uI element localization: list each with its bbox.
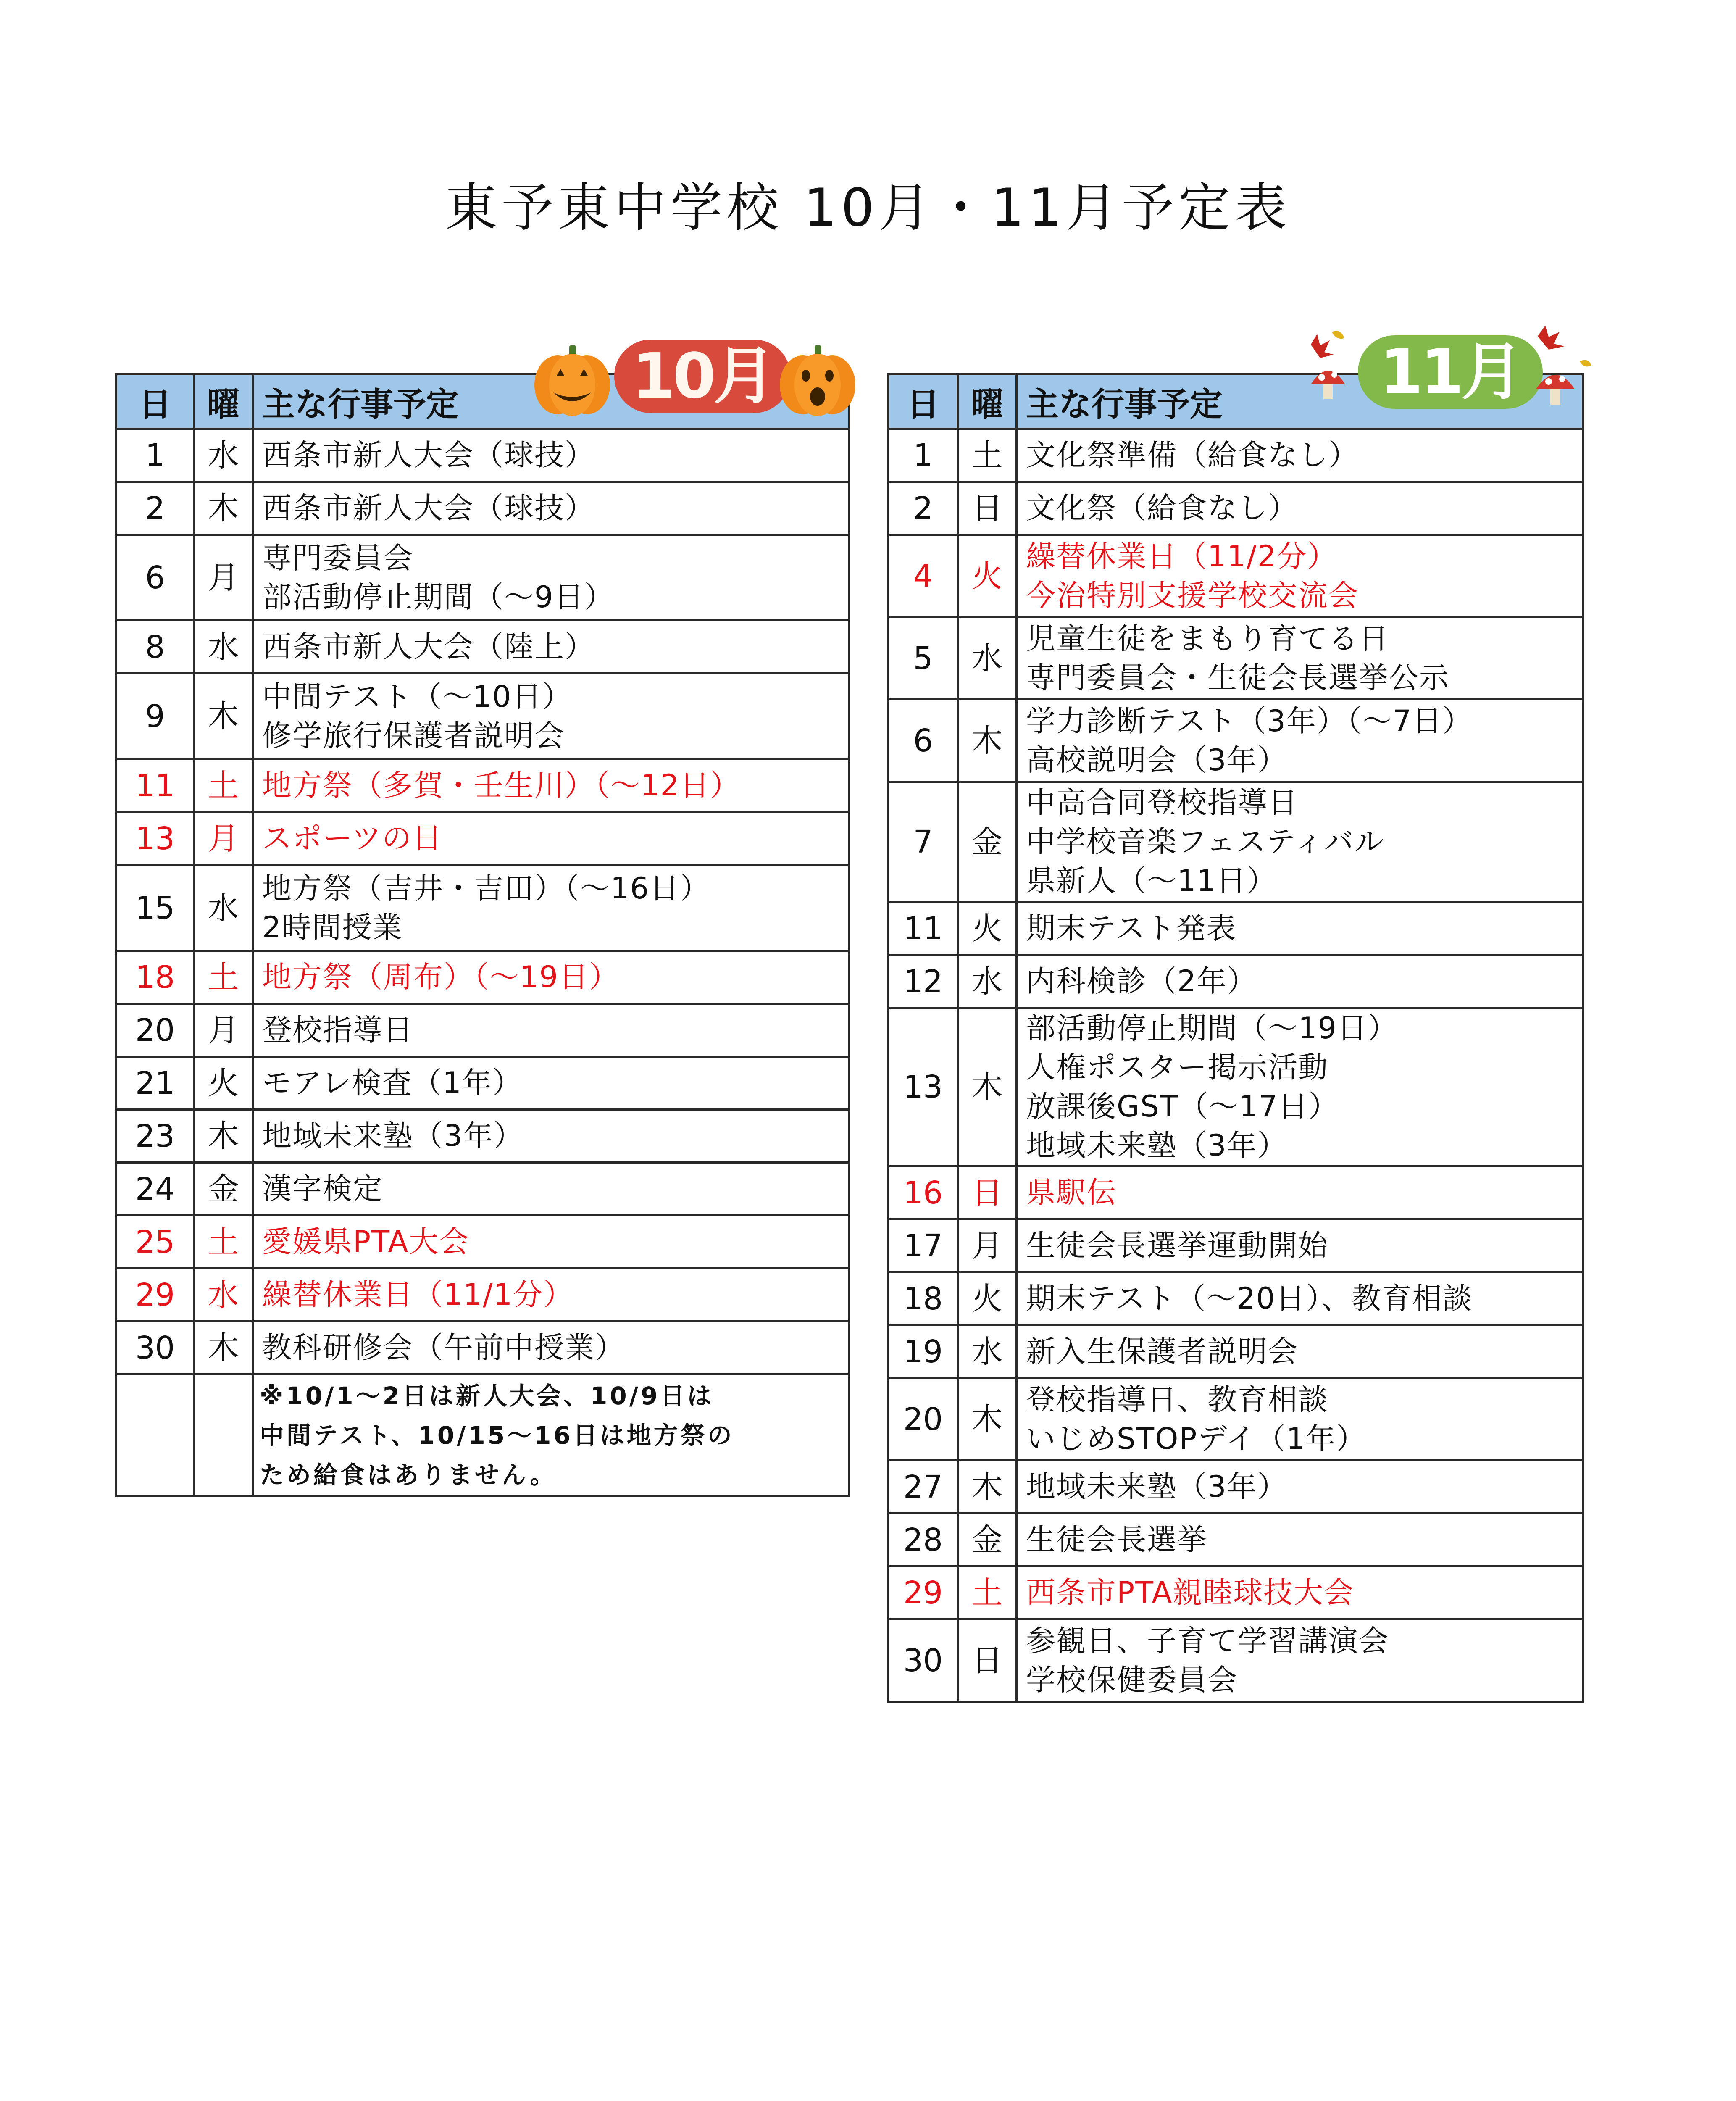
day-cell: 1 — [889, 429, 958, 482]
day-cell: 28 — [889, 1514, 958, 1567]
table-row — [116, 1269, 850, 1322]
note-line: 中間テスト、10/15～16日は地方祭の — [260, 1421, 734, 1450]
event-line: 文化祭準備（給食なし） — [1026, 438, 1359, 472]
event-line: 人権ポスター掲示活動 — [1026, 1050, 1328, 1085]
event-line: 文化祭（給食なし） — [1026, 491, 1298, 525]
weekday-cell: 木 — [194, 482, 253, 535]
table-row — [889, 1325, 1583, 1378]
day-cell: 15 — [116, 865, 194, 951]
october-badge: 10月 — [614, 340, 791, 413]
weekday-cell: 水 — [194, 865, 253, 951]
event-line: 地方祭（多賀・壬生川）（～12日） — [262, 768, 741, 803]
day-cell: 16 — [889, 1166, 958, 1219]
event-line: 地方祭（周布）（～19日） — [262, 960, 620, 994]
event-cell — [253, 535, 850, 621]
november-schedule-table — [887, 373, 1584, 1703]
weekday-cell: 木 — [194, 1322, 253, 1374]
event-cell — [253, 865, 850, 951]
weekday-cell: 土 — [194, 759, 253, 812]
note-row — [116, 1374, 850, 1496]
event-line: 西条市新人大会（球技） — [262, 438, 595, 472]
weekday-cell: 水 — [194, 1269, 253, 1322]
weekday-cell: 土 — [194, 1216, 253, 1269]
pumpkin-icon — [530, 343, 614, 419]
november-badge: 11月 — [1358, 335, 1543, 409]
event-line: 地域未来塾（3年） — [262, 1119, 524, 1153]
weekday-cell: 火 — [958, 1272, 1017, 1325]
event-cell — [253, 429, 850, 482]
header-day: 日 — [116, 374, 194, 429]
weekday-cell: 火 — [958, 902, 1017, 955]
event-cell — [1017, 482, 1583, 535]
event-cell — [253, 1057, 850, 1110]
pumpkin-icon — [776, 343, 860, 419]
event-line: 内科検診（2年） — [1026, 964, 1257, 998]
table-row — [889, 617, 1583, 700]
day-cell: 2 — [116, 482, 194, 535]
day-cell: 18 — [889, 1272, 958, 1325]
event-cell — [1017, 700, 1583, 782]
event-cell — [1017, 429, 1583, 482]
day-cell: 9 — [116, 674, 194, 759]
note-line: ため給食はありません。 — [260, 1460, 557, 1489]
event-cell — [253, 1110, 850, 1163]
table-row — [889, 1567, 1583, 1619]
event-line: 西条市新人大会（陸上） — [262, 629, 595, 664]
event-line: いじめSTOPデイ（1年） — [1026, 1421, 1367, 1456]
table-row — [889, 1378, 1583, 1461]
event-line: 登校指導日、教育相談 — [1026, 1382, 1328, 1417]
event-line: 教科研修会（午前中授業） — [262, 1330, 625, 1365]
table-row — [889, 700, 1583, 782]
weekday-cell: 木 — [958, 700, 1017, 782]
table-row — [889, 429, 1583, 482]
event-cell — [1017, 1272, 1583, 1325]
event-cell — [1017, 1461, 1583, 1514]
day-cell: 30 — [116, 1322, 194, 1374]
table-row — [116, 1322, 850, 1374]
table-row — [116, 535, 850, 621]
event-cell — [253, 1004, 850, 1057]
weekday-cell: 土 — [958, 1567, 1017, 1619]
day-cell: 17 — [889, 1219, 958, 1272]
day-cell: 13 — [116, 812, 194, 865]
day-cell: 11 — [889, 902, 958, 955]
weekday-cell: 火 — [194, 1057, 253, 1110]
event-cell — [1017, 535, 1583, 617]
event-line: 放課後GST（～17日） — [1026, 1089, 1339, 1124]
table-row — [889, 902, 1583, 955]
day-cell: 8 — [116, 621, 194, 674]
event-cell — [1017, 782, 1583, 902]
weekday-cell: 木 — [194, 674, 253, 759]
weekday-cell: 月 — [958, 1219, 1017, 1272]
day-cell: 20 — [889, 1378, 958, 1461]
page-title: 東予東中学校 10月・11月予定表 — [445, 178, 1291, 238]
day-cell: 4 — [889, 535, 958, 617]
event-cell — [1017, 617, 1583, 700]
weekday-cell: 日 — [958, 1619, 1017, 1702]
event-line: 地域未来塾（3年） — [1026, 1469, 1288, 1504]
event-line: 期末テスト発表 — [1026, 911, 1237, 945]
november-rows — [889, 429, 1583, 1702]
table-row — [889, 1166, 1583, 1219]
weekday-cell: 水 — [958, 617, 1017, 700]
table-row — [889, 782, 1583, 902]
weekday-cell: 土 — [194, 951, 253, 1004]
day-cell: 7 — [889, 782, 958, 902]
event-line: 中間テスト（～10日） — [262, 679, 573, 714]
weekday-cell: 日 — [958, 482, 1017, 535]
day-cell: 5 — [889, 617, 958, 700]
table-row — [116, 1057, 850, 1110]
table-row — [889, 535, 1583, 617]
day-cell: 25 — [116, 1216, 194, 1269]
event-line: スポーツの日 — [262, 821, 443, 856]
day-cell: 29 — [116, 1269, 194, 1322]
event-line: 生徒会長選挙運動開始 — [1026, 1228, 1328, 1263]
table-row — [116, 621, 850, 674]
event-line: 部活動停止期間（～19日） — [1026, 1011, 1398, 1045]
event-line: 学力診断テスト（3年）（～7日） — [1026, 703, 1473, 738]
day-cell: 12 — [889, 955, 958, 1008]
weekday-cell: 木 — [958, 1008, 1017, 1166]
event-line: 今治特別支援学校交流会 — [1026, 578, 1359, 613]
event-cell — [1017, 1619, 1583, 1702]
day-cell: 1 — [116, 429, 194, 482]
day-cell: 30 — [889, 1619, 958, 1702]
event-line: 漢字検定 — [262, 1172, 383, 1206]
event-cell — [1017, 1008, 1583, 1166]
day-cell: 2 — [889, 482, 958, 535]
weekday-cell: 水 — [958, 1325, 1017, 1378]
weekday-cell: 金 — [194, 1163, 253, 1216]
event-cell — [253, 1163, 850, 1216]
event-cell — [1017, 1567, 1583, 1619]
event-line: 愛媛県PTA大会 — [262, 1224, 470, 1259]
day-cell: 27 — [889, 1461, 958, 1514]
table-row — [889, 482, 1583, 535]
event-cell — [1017, 1219, 1583, 1272]
table-row — [116, 812, 850, 865]
event-line: 参観日、子育て学習講演会 — [1026, 1623, 1389, 1658]
weekday-cell: 土 — [958, 429, 1017, 482]
day-cell: 19 — [889, 1325, 958, 1378]
table-row — [116, 1110, 850, 1163]
event-line: 登校指導日 — [262, 1013, 413, 1047]
event-line: 県新人（～11日） — [1026, 864, 1277, 898]
event-line: 児童生徒をまもり育てる日 — [1026, 621, 1389, 656]
weekday-cell: 木 — [958, 1461, 1017, 1514]
table-row — [889, 1619, 1583, 1702]
weekday-cell: 月 — [194, 1004, 253, 1057]
event-cell — [253, 674, 850, 759]
table-row — [889, 955, 1583, 1008]
event-cell — [253, 1322, 850, 1374]
weekday-cell: 水 — [958, 955, 1017, 1008]
event-line: 期末テスト（～20日）、教育相談 — [1026, 1281, 1473, 1316]
table-row — [116, 429, 850, 482]
weekday-cell: 火 — [958, 535, 1017, 617]
event-line: 高校説明会（3年） — [1026, 742, 1288, 777]
event-cell — [1017, 902, 1583, 955]
header-weekday: 曜 — [958, 374, 1017, 429]
weekday-cell: 日 — [958, 1166, 1017, 1219]
table-row — [116, 1163, 850, 1216]
event-cell — [253, 759, 850, 812]
day-cell: 18 — [116, 951, 194, 1004]
event-line: 西条市PTA親睦球技大会 — [1026, 1575, 1355, 1610]
weekday-cell: 金 — [958, 782, 1017, 902]
event-line: 地方祭（吉井・吉田）（～16日） — [262, 871, 710, 906]
weekday-cell: 金 — [958, 1514, 1017, 1567]
weekday-cell: 水 — [194, 429, 253, 482]
table-row — [116, 674, 850, 759]
event-line: 中学校音楽フェスティバル — [1026, 824, 1385, 859]
header-day: 日 — [889, 374, 958, 429]
event-line: モアレ検査（1年） — [262, 1066, 523, 1100]
event-cell — [1017, 955, 1583, 1008]
table-row — [116, 759, 850, 812]
table-row — [889, 1219, 1583, 1272]
weekday-cell: 木 — [958, 1378, 1017, 1461]
table-row — [889, 1461, 1583, 1514]
event-line: 部活動停止期間（～9日） — [262, 579, 615, 614]
event-cell — [253, 1269, 850, 1322]
table-row — [116, 865, 850, 951]
day-cell: 6 — [116, 535, 194, 621]
table-row — [116, 1004, 850, 1057]
event-line: 生徒会長選挙 — [1026, 1522, 1207, 1557]
event-cell — [1017, 1166, 1583, 1219]
event-line: 学校保健委員会 — [1026, 1662, 1238, 1697]
event-cell — [1017, 1378, 1583, 1461]
day-cell: 23 — [116, 1110, 194, 1163]
day-cell: 13 — [889, 1008, 958, 1166]
table-row — [889, 1272, 1583, 1325]
event-line: 県駅伝 — [1026, 1175, 1117, 1210]
day-cell: 24 — [116, 1163, 194, 1216]
table-row — [116, 1216, 850, 1269]
event-cell — [253, 482, 850, 535]
event-cell — [253, 1216, 850, 1269]
event-cell — [1017, 1514, 1583, 1567]
day-cell: 29 — [889, 1567, 958, 1619]
event-cell — [253, 951, 850, 1004]
event-line: 修学旅行保護者説明会 — [262, 718, 565, 753]
table-row — [889, 1514, 1583, 1567]
event-cell — [1017, 1325, 1583, 1378]
weekday-cell: 月 — [194, 535, 253, 621]
event-line: 新入生保護者説明会 — [1026, 1334, 1298, 1369]
header-event: 主な行事予定 — [253, 374, 850, 429]
day-cell: 6 — [889, 700, 958, 782]
event-line: 繰替休業日（11/2分） — [1026, 539, 1338, 574]
note-weekday-cell — [194, 1374, 253, 1496]
event-cell — [253, 812, 850, 865]
event-cell — [253, 621, 850, 674]
table-row — [116, 482, 850, 535]
lunch-note — [253, 1374, 850, 1496]
event-line: 中高合同登校指導日 — [1026, 785, 1298, 820]
note-line: ※10/1～2日は新人大会、10/9日は — [260, 1381, 714, 1410]
autumn-leaf-icon — [1294, 328, 1361, 412]
day-cell: 20 — [116, 1004, 194, 1057]
october-schedule-table — [115, 373, 850, 1497]
weekday-cell: 木 — [194, 1110, 253, 1163]
table-row — [116, 951, 850, 1004]
day-cell: 11 — [116, 759, 194, 812]
day-cell: 21 — [116, 1057, 194, 1110]
note-day-cell — [116, 1374, 194, 1496]
mushroom-icon — [1521, 324, 1592, 416]
weekday-cell: 水 — [194, 621, 253, 674]
event-line: 西条市新人大会（球技） — [262, 491, 595, 525]
event-line: 地域未来塾（3年） — [1026, 1128, 1288, 1163]
event-line: 専門委員会 — [262, 540, 413, 575]
header-weekday: 曜 — [194, 374, 253, 429]
table-row — [889, 1008, 1583, 1166]
event-line: 2時間授業 — [262, 910, 403, 945]
october-rows — [116, 429, 850, 1496]
event-line: 専門委員会・生徒会長選挙公示 — [1026, 660, 1449, 695]
header-event: 主な行事予定 — [1017, 374, 1583, 429]
weekday-cell: 月 — [194, 812, 253, 865]
event-line: 繰替休業日（11/1分） — [262, 1277, 574, 1312]
